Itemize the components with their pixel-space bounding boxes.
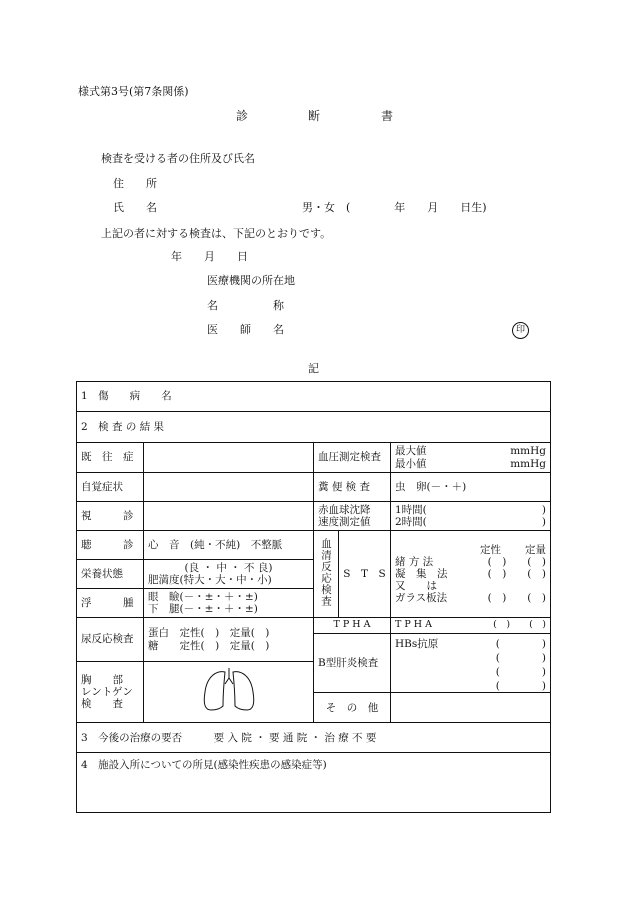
hbs-paren-1: ( ) <box>495 638 546 650</box>
fecal-label: 糞 便 検 査 <box>314 473 391 502</box>
tpha-values <box>391 618 551 634</box>
fushu-label: 浮 腫 <box>77 589 144 618</box>
other-value <box>391 693 551 723</box>
chest-xray-area <box>144 662 314 723</box>
doctor-name-label: 医 師 名 <box>207 323 284 336</box>
hepb-label: B型肝炎検査 <box>314 634 391 693</box>
eiyou-values <box>144 560 314 589</box>
esr-label-line-2: 速度測定値 <box>318 516 371 528</box>
fushu-line-2: 下 腿(－・±・＋・±) <box>148 603 258 615</box>
bp-min-label: 最小値 <box>395 457 427 470</box>
kiou-label: 既 往 症 <box>77 443 144 473</box>
title-char-1: 診 <box>236 109 249 123</box>
hbs-paren-4: ( ) <box>495 680 546 693</box>
method-glass-plate: ガラス板法 <box>395 592 448 605</box>
choshin-label: 聴 診 <box>77 531 144 560</box>
hbs-paren-2: ( ) <box>495 652 546 665</box>
esr-1h-close: ) <box>541 503 546 516</box>
hbs-paren-3: ( ) <box>495 666 546 679</box>
other-label: そ の 他 <box>314 693 391 723</box>
urine-label: 尿反応検査 <box>77 618 144 662</box>
heart-value: 心 音 (純・不純) 不整脈 <box>144 531 314 560</box>
hbs-label: HBs抗原 <box>395 638 439 650</box>
ogata-quant: ( ) <box>527 555 546 568</box>
jikaku-value <box>144 473 314 502</box>
statement: 上記の者に対する検査は、下記のとおりです。 <box>101 227 332 240</box>
eiyou-line-1: (良 ・ 中 ・ 不 良) <box>184 561 273 574</box>
title-char-3: 書 <box>381 109 394 123</box>
chest-line-2: レントゲン <box>81 686 133 699</box>
shishin-label: 視 診 <box>77 502 144 531</box>
kiou-value <box>144 443 314 473</box>
method-agglutination: 凝 集 法 <box>395 567 448 580</box>
form-number: 様式第3号(第7条関係) <box>78 85 189 98</box>
sts-results <box>391 531 551 618</box>
section-1-disease-name: 1 傷 病 名 <box>77 382 551 412</box>
bp-max-label: 最大値 <box>395 445 427 458</box>
bp-max-unit: mmHg <box>510 445 546 458</box>
ogata-qual: ( ) <box>487 555 507 568</box>
fecal-value: 虫 卵(－・＋) <box>391 473 551 502</box>
hepb-values <box>391 634 551 693</box>
chest-line-3: 検 査 <box>81 698 123 711</box>
method-ogata: 緒 方 法 <box>395 555 434 568</box>
tpha-label: T P H A <box>314 618 391 634</box>
esr-2h-close: ) <box>541 516 546 528</box>
subject-line: 検査を受ける者の住所及び氏名 <box>101 152 255 165</box>
glass-plate-qual: ( ) <box>487 592 507 605</box>
section-4-facility-opinion: 4 施設入所についての所見(感染性疾患の感染症等) <box>77 753 551 813</box>
glass-plate-quant: ( ) <box>527 592 546 605</box>
quantitative-header: 定量 <box>525 543 546 556</box>
tpha-method: T P H A <box>395 619 432 631</box>
agglutination-quant: ( ) <box>527 567 546 580</box>
ki-label: 記 <box>308 362 319 375</box>
seal-mark: 印 <box>512 322 529 339</box>
serum-label-cell <box>314 531 339 618</box>
fushu-values <box>144 589 314 618</box>
fushu-line-1: 眼 瞼(－・±・＋・±) <box>148 590 258 603</box>
bp-values <box>391 443 551 473</box>
name-label: 氏 名 <box>113 201 157 214</box>
tpha-qual: ( ) <box>493 619 511 631</box>
urine-line-1: 蛋白 定性( ) 定量( ) <box>148 627 270 640</box>
shishin-value <box>144 502 314 531</box>
method-or: 又 は <box>395 580 437 593</box>
title-char-2: 断 <box>308 109 321 123</box>
tpha-quant: ( ) <box>529 619 546 631</box>
esr-label-line-1: 赤血球沈降 <box>318 503 371 516</box>
eiyou-label: 栄養状態 <box>77 560 144 589</box>
clinic-name-label: 名 称 <box>207 299 284 312</box>
urine-values <box>144 618 314 662</box>
urine-line-2: 糖 定性( ) 定量( ) <box>148 639 270 652</box>
qualitative-header: 定性 <box>480 543 501 556</box>
chest-line-1: 胸 部 <box>81 674 123 687</box>
section-2-results: 2 検 査 の 結 果 <box>77 412 551 443</box>
sts-label: S T S <box>339 531 391 618</box>
medical-record-table <box>76 381 551 813</box>
agglutination-qual: ( ) <box>487 567 507 580</box>
jikaku-label: 自覚症状 <box>77 473 144 502</box>
date-line: 年 月 日 <box>171 250 248 263</box>
eiyou-line-2: 肥満度(特大・大・中・小) <box>148 574 272 586</box>
serum-label: 血清反応検査 <box>320 537 333 607</box>
bp-min-unit: mmHg <box>510 457 546 470</box>
address-label: 住 所 <box>113 177 157 190</box>
section-3-treatment: 3 今後の治療の要否 要 入 院 ・ 要 通 院 ・ 治 療 不 要 <box>77 723 551 753</box>
esr-values <box>391 502 551 531</box>
bp-label: 血圧測定検査 <box>314 443 391 473</box>
esr-2h: 2時間( <box>395 516 427 528</box>
esr-1h: 1時間( <box>395 503 427 516</box>
esr-label <box>314 502 391 531</box>
clinic-address-label: 医療機関の所在地 <box>207 274 295 287</box>
sex-dob: 男・女 ( 年 月 日生) <box>302 201 487 214</box>
chest-label <box>77 662 144 723</box>
lungs-icon <box>199 668 259 714</box>
